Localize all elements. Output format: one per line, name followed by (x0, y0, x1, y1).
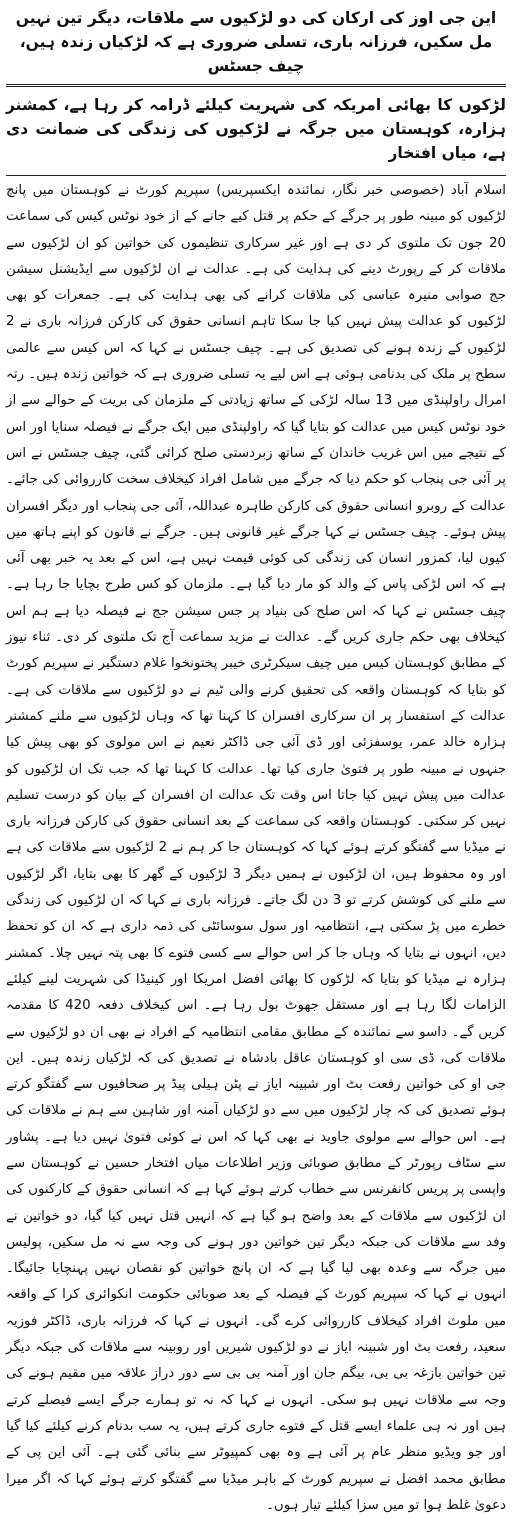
article-body: اسلام آباد (خصوصی خبر نگار، نمائندہ ایکسپریس) سپریم کورٹ نے کوہستان میں پانچ لڑکیوں کو مبینہ طور پر جرگے کے حکم پر قتل کیے جانے کے از خود نوٹس کیس کی سماعت 20 جون تک ملتوی کر دی ہے اور غیر سرکاری تنظیموں کی خواتین کو ان لڑکیوں سے ملاقات کر کے رپورٹ دینے کی ہدایت کی ہے۔ عدالت نے ان لڑکیوں سے ایڈیشنل سیشن جج صوابی منیرہ عباسی کی ملاقات کرانے کی بھی ہدایت کی ہے۔ جمعرات کو بھی لڑکیوں کو عدالت پیش نہیں کیا جا سکا تاہم انسانی حقوق کی کارکن فرزانہ باری نے 2 لڑکیوں کے زندہ ہونے کی تصدیق کی ہے۔ چیف جسٹس نے کہا کہ اس کیس سے عالمی سطح پر ملک کی بدنامی ہوئی ہے اس لیے یہ تسلی ضروری ہے کہ خواتین زندہ ہیں۔ رتہ امرال راولپنڈی میں 13 سالہ لڑکی کے ساتھ زیادتی کے ملزمان کی بریت کے حوالے سے از خود نوٹس کیس میں عدالت کو بتایا گیا کہ راولپنڈی میں ایک جرگے نے فیصلہ سنایا اور اس کے نتیجے میں اس غریب خاندان کے ساتھ زبردستی صلح کرائی گئی، چیف جسٹس نے اس پر آئی جی پنجاب کو حکم دیا کہ جرگے میں شامل افراد کیخلاف سخت کارروائی کی جائے۔ عدالت کے روبرو انسانی حقوق کی کارکن طاہرہ عبداللہ، آئی جی پنجاب اور دیگر افسران پیش ہوئے۔ چیف جسٹس نے کہا جرگے غیر قانونی ہیں۔ جرگے نے قانون کو اپنے ہاتھ میں کیوں لیا، کمزور انسان کی زندگی کی کوئی قیمت نہیں ہے، اس کے بعد یہ خبر بھی آئی ہے کہ اس لڑکی پاس کے والد کو مار دیا گیا ہے۔ ملزمان کو کس طرح بچایا جا رہا ہے۔ چیف جسٹس نے کہا کہ اس صلح کی بنیاد پر جس سیشن جج نے فیصلہ دیا ہے ہم اس کیخلاف بھی حکم جاری کریں گے۔ عدالت نے مزید سماعت آج تک ملتوی کر دی۔ ثناء نیوز کے مطابق کوہستان کیس میں چیف سیکرٹری خیبر پختونخوا غلام دستگیر نے سپریم کورٹ کو بتایا کہ کوہستان واقعہ کی تحقیق کرنے والی ٹیم نے دو لڑکیوں سے ملاقات کی ہے۔ عدالت کے استفسار پر ان سرکاری افسران کا کہنا تھا کہ وہاں لڑکیوں سے ملنے کمشنر ہزارہ خالد عمر، یوسفزئی اور ڈی آئی جی ڈاکٹر نعیم نے اس مولوی کو بھی پیش کیا جنہوں نے مبینہ طور پر فتویٰ جاری کیا تھا۔ عدالت کا کہنا تھا کہ جب تک ان لڑکیوں کو عدالت میں پیش نہیں کیا جاتا اس وقت تک عدالت ان افسران کے بیان کو درست تسلیم نہیں کر سکتی۔ کوہستان واقعہ کی سماعت کے بعد انسانی حقوق کی کارکن فرزانہ باری نے میڈیا سے گفتگو کرتے ہوئے کہا کہ کوہستان جا کر ہم نے 2 لڑکیوں سے ملاقات کی ہے اور وہ محفوظ ہیں، ان لڑکیوں نے ہمیں دیگر 3 لڑکیوں کے گھر کا بھی بتایا، اگر لڑکیوں سے ملنے کی کوشش کرتے تو 3 دن لگ جاتے۔ فرزانہ باری نے کہا کہ ان لڑکیوں کی زندگی خطرے میں پڑ سکتی ہے، انتظامیہ اور سول سوسائٹی کی ذمہ داری ہے کہ ان کو تحفظ دیں، انہوں نے بتایا کہ وہاں جا کر اس حوالے سے کسی فتوے کا بھی پتہ نہیں چلا۔ کمشنر ہزارہ نے میڈیا کو بتایا کہ لڑکوں کا بھائی افضل امریکا اور کینیڈا کی شہریت لینے کیلئے الزامات لگا رہا ہے اور مستقل جھوٹ بول رہا ہے۔ اس کیخلاف دفعہ 420 کا مقدمہ کریں گے۔ داسو سے نمائندہ کے مطابق مقامی انتظامیہ کے افراد نے بھی ان دو لڑکیوں سے ملاقات کی، ڈی سی او کوہستان عاقل بادشاہ نے تصدیق کی کہ لڑکیاں زندہ ہیں۔ این جی او کی خواتین رفعت بٹ اور شبینہ ایاز نے پٹن ہیلی پیڈ پر صحافیوں سے گفتگو کرتے ہوئے تصدیق کی کہ چار لڑکیوں میں سے دو لڑکیاں آمنہ اور شاہین سے ہم نے ملاقات کی ہے۔ اس حوالے سے مولوی جاوید نے بھی کہا کہ اس نے کوئی فتویٰ نہیں دیا ہے۔ پشاور سے سٹاف رپورٹر کے مطابق صوبائی وزیر اطلاعات میاں افتخار حسین نے کوہستان سے واپسی پر پریس کانفرنس سے خطاب کرتے ہوئے کہا ہے کہ انسانی حقوق کے کارکنوں کی ان لڑکیوں سے ملاقات کے بعد واضح ہو گیا ہے کہ انہیں قتل نہیں کیا گیا، دو خواتین نے وفد سے ملاقات کی جبکہ دیگر تین خواتین دور ہونے کی وجہ سے نہ مل سکیں، پولیس میں جرگہ سے وعدہ بھی لیا گیا ہے کہ ان پانچ خواتین کو نقصان نہیں پہنچایا جائیگا۔ انہوں نے کہا کہ سپریم کورٹ کے فیصلہ کے بعد صوبائی حکومت انکوائری کرا کے واقعہ میں ملوث افراد کیخلاف کارروائی کرے گی۔ انہوں نے کہا کہ فرزانہ باری، ڈاکٹر فوزیہ سعید، رفعت بٹ اور شبینہ ایاز نے دو لڑکیوں شیریں اور روبینہ سے ملاقات کی جبکہ دیگر تین خواتین بازغہ بی بی، بیگم جان اور آمنہ بی بی سے دور دراز علاقہ میں مقیم ہونے کی وجہ سے ملاقات نہیں ہو سکی۔ انہوں نے کہا کہ نہ تو ہمارے جرگے ایسے فیصلے کرتے ہیں اور نہ ہی علماء ایسے قتل کے فتوے جاری کرتے ہیں، یہ سب بدنام کرنے کیلئے کیا گیا اور جو ویڈیو منظر عام پر آئی ہے وہ بھی کمپیوٹر سے بنائی گئی ہے۔ آئی این پی کے مطابق محمد افضل نے سپریم کورٹ کے باہر میڈیا سے گفتگو کرتے ہوئے کہا کہ اگر میرا دعویٰ غلط ہوا تو میں سزا کیلئے تیار ہوں۔ (6, 183, 506, 1513)
headline-divider (6, 84, 506, 87)
sub-headline: لڑکوں کا بھائی امریکہ کی شہریت کیلئے ڈرامہ کر رہا ہے، کمشنر ہزارہ، کوہستان میں جرگہ نے لڑکیوں کی زندگی کی ضمانت دی ہے، میاں افتخار (6, 96, 506, 162)
main-headline: این جی اوز کی ارکان کی دو لڑکیوں سے ملاقات، دیگر تین نہیں مل سکیں، فرزانہ باری، تسلی ضروری ہے کہ لڑکیاں زندہ ہیں، چیف جسٹس (15, 9, 497, 75)
